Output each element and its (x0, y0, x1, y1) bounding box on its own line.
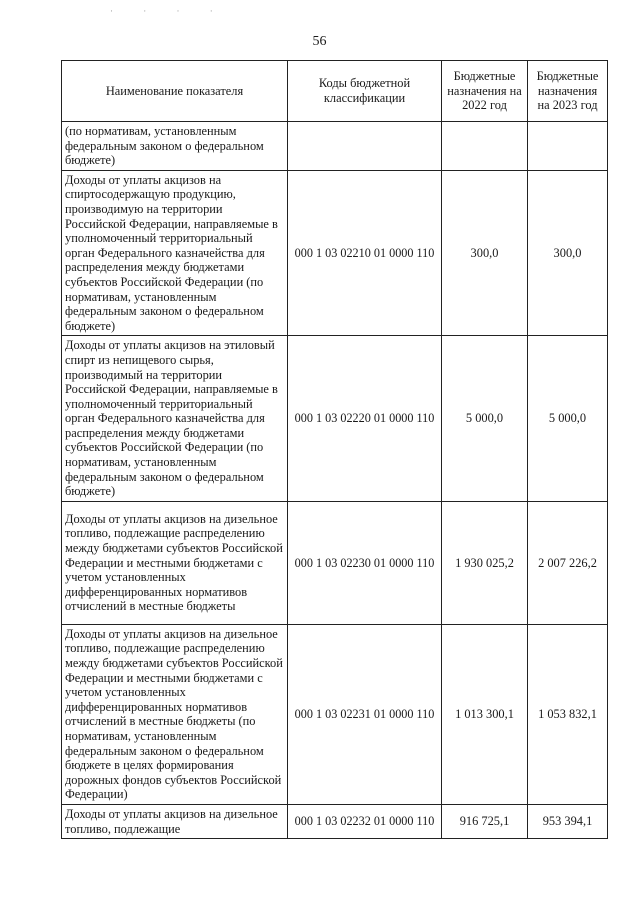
budget-table (61, 60, 608, 839)
header-budget-2022: Бюджетные назначения на 2022 год (442, 61, 528, 122)
row-budget-code (288, 122, 442, 171)
row-indicator-name: Доходы от уплаты акцизов на дизельное топливо, подлежащие (62, 804, 288, 838)
header-indicator-name: Наименование показателя (62, 61, 288, 122)
page-number: 56 (312, 34, 327, 49)
row-value-2022: 300,0 (442, 170, 528, 336)
row-value-2023: 2 007 226,2 (528, 501, 608, 624)
row-indicator-name: Доходы от уплаты акцизов на этиловый спирт из непищевого сырья, производимый на территории Российской Федерации, направляемые в уполномоченный территориальный орган Федерального казначейства для распределения между бюджетами субъектов Российской Федерации (по нормативам, установленным федеральным законом о федеральном бюджете) (62, 336, 288, 502)
table-row (62, 336, 608, 502)
scan-specks: · · · · (110, 6, 227, 16)
row-value-2023: 1 053 832,1 (528, 624, 608, 804)
row-value-2022 (442, 122, 528, 171)
row-budget-code: 000 1 03 02210 01 0000 110 (288, 170, 442, 336)
row-value-2023 (528, 122, 608, 171)
header-budget-codes: Коды бюджетной классификации (288, 61, 442, 122)
row-indicator-name: Доходы от уплаты акцизов на дизельное топливо, подлежащие распределению между бюджетами субъектов Российской Федерации и местными бюджетами с учетом установленных дифференцированных нормативов отчислений в местные бюджеты (62, 501, 288, 624)
row-budget-code: 000 1 03 02230 01 0000 110 (288, 501, 442, 624)
row-value-2022: 1 930 025,2 (442, 501, 528, 624)
row-budget-code: 000 1 03 02231 01 0000 110 (288, 624, 442, 804)
row-value-2023: 953 394,1 (528, 804, 608, 838)
row-value-2023: 300,0 (528, 170, 608, 336)
row-indicator-name: Доходы от уплаты акцизов на дизельное топливо, подлежащие распределению между бюджетами субъектов Российской Федерации и местными бюджетами с учетом установленных дифференцированных нормативов отчислений в местные бюджеты (по нормативам, установленным федеральным законом о федеральном бюджете в целях формирования дорожных фондов субъектов Российской Федерации) (62, 624, 288, 804)
header-budget-2023: Бюджетные назначения на 2023 год (528, 61, 608, 122)
table-row (62, 501, 608, 624)
row-value-2022: 916 725,1 (442, 804, 528, 838)
table-row (62, 624, 608, 804)
row-value-2022: 1 013 300,1 (442, 624, 528, 804)
row-value-2022: 5 000,0 (442, 336, 528, 502)
row-indicator-name: Доходы от уплаты акцизов на спиртосодержащую продукцию, производимую на территории Российской Федерации, направляемые в уполномоченный территориальный орган Федерального казначейства для распределения между бюджетами субъектов Российской Федерации (по нормативам, установленным федеральным законом о федеральном бюджете) (62, 170, 288, 336)
row-budget-code: 000 1 03 02232 01 0000 110 (288, 804, 442, 838)
row-value-2023: 5 000,0 (528, 336, 608, 502)
row-budget-code: 000 1 03 02220 01 0000 110 (288, 336, 442, 502)
row-indicator-name: (по нормативам, установленным федеральным законом о федеральном бюджете) (62, 122, 288, 171)
table-row (62, 804, 608, 838)
table-header-row (62, 61, 608, 122)
table-row (62, 170, 608, 336)
table-row (62, 122, 608, 171)
